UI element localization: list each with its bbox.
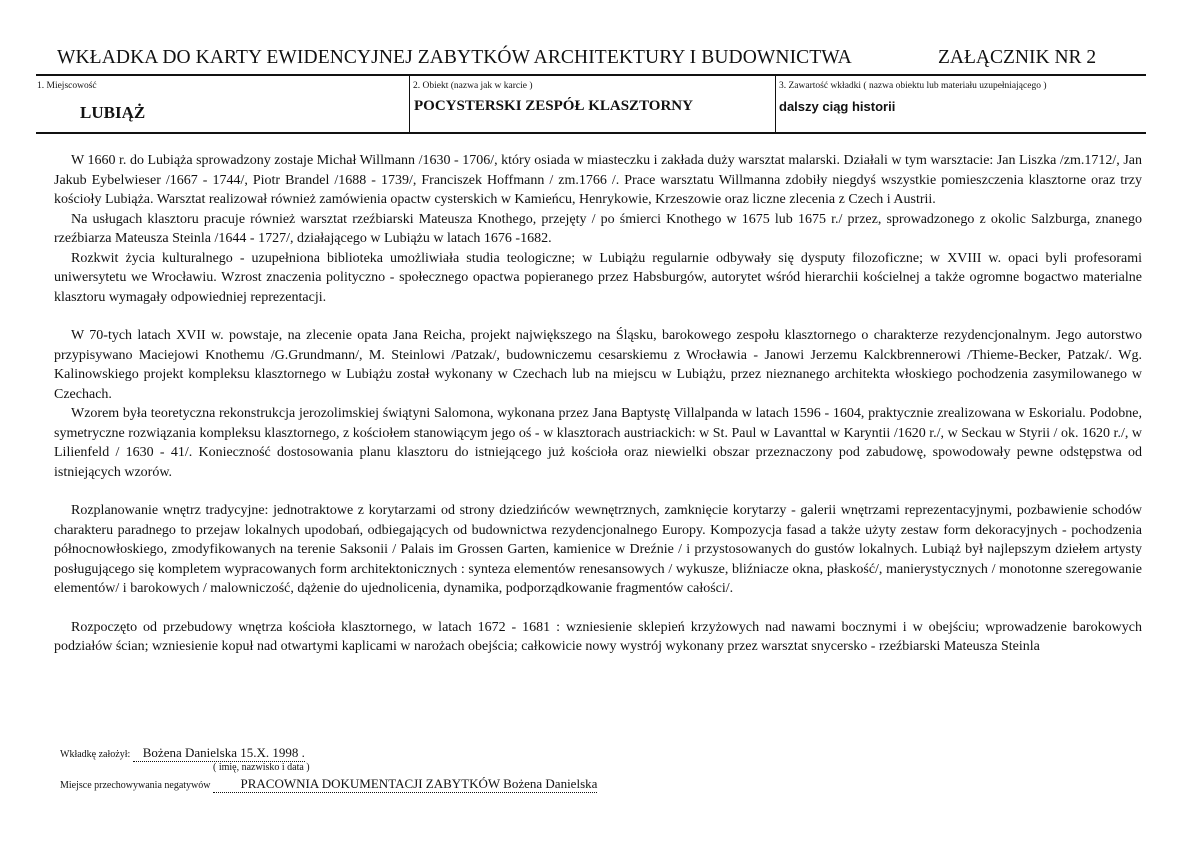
locality-label: 1. Miejscowość — [37, 81, 97, 91]
card-title: WKŁADKA DO KARTY EWIDENCYJNEJ ZABYTKÓW ARCHITEKTURY I BUDOWNICTWA — [57, 47, 852, 68]
founded-value: Bożena Danielska 15.X. 1998 . — [142, 745, 305, 760]
insert-founded-by — [60, 745, 305, 762]
storage-label: Miejsce przechowywania negatywów — [60, 780, 211, 791]
paragraph: W 70-tych latach XVII w. powstaje, na zlecenie opata Jana Reicha, projekt największego na Śląsku, barokowego zespołu klasztornego o charakterze rezydencjonalnym. Jego autorstwo przypisywano Maciejowi Knothemu /G.Grundmann/, M. Steinlowi /Patzak/, budowniczemu cesarskiemu z Wrocławia - Janowi Jerzemu Kalckbrennerowi /Thieme-Becker, Patzak/. Wg. Kalinowskiego projekt kompleksu klasztornego w Lubiążu został wykonany w Czechach lub na miejscu w Lubiążu, przez nieznanego architekta włoskiego pochodzenia zasymilowanego w Czechach. — [54, 328, 1142, 402]
locality-value: LUBIĄŻ — [80, 103, 146, 122]
founded-note: ( imię, nazwisko i data ) — [213, 762, 310, 773]
negatives-storage — [60, 776, 597, 793]
object-value: POCYSTERSKI ZESPÓŁ KLASZTORNY — [414, 98, 693, 114]
insert-content-label: 3. Zawartość wkładki ( nazwa obiektu lub materiału uzupełniającego ) — [779, 81, 1047, 91]
paragraph: Wzorem była teoretyczna rekonstrukcja jerozolimskiej świątyni Salomona, wykonana przez Jana Baptystę Villalpanda w latach 1596 - 1604, praktycznie zrealizowana w Eskorialu. Podobne, symetryczne rozwiązania kompleksu klasztornego, z kościołem stanowiącym jego oś - w klasztorach austriackich: w St. Paul w Lavanttal w Karyntii /1620 r./, w Seckau w Styrii / ok. 1620 r./, w Lilienfeld / 1630 - 41/. Konieczność dostosowania planu klasztoru do istniejącego już kościoła oraz niewielki obszar przeznaczony pod zabudowę, spowodowały pewne odstępstwa od istniejących wzorów. — [54, 406, 1142, 480]
object-cell — [409, 76, 776, 132]
storage-dotted-line — [213, 776, 597, 793]
founded-dotted-line — [133, 745, 305, 762]
insert-content-cell — [775, 76, 1147, 132]
storage-value: PRACOWNIA DOKUMENTACJI ZABYTKÓW Bożena Danielska — [240, 776, 598, 791]
locality-cell — [36, 76, 409, 132]
object-label: 2. Obiekt (nazwa jak w karcie ) — [413, 81, 533, 91]
header-table — [36, 74, 1146, 134]
history-text — [54, 151, 1142, 657]
paragraph: Rozplanowanie wnętrz tradycyjne: jednotraktowe z korytarzami od strony dziedzińców wewnętrznych, zamknięcie korytarzy - galerii wnętrzami reprezentacyjnymi, pozbawienie schodów charakteru paradnego to przejaw lokalnych upodobań, odbiegających od budownictwa rezydencjonalnego Europy. Kompozycja fasad a także użyty zestaw form dekoracyjnych - pochodzenia północnowłoskiego, zmodyfikowanych na terenie Saksonii / Palais im Grossen Garten, kamienice w Dreźnie / i przystosowanych do gustów lokalnych. Lubiąż był najlepszym dziełem artysty posługującego się kompletem wypracowanych form architektonicznych : synteza elementów renesansowych / wykusze, bliźniacze okna, płaskość/, manierystycznych / monotonne szeregowanie elementów/ i barokowych / malowniczość, dążenie do ujednolicenia, dynamika, podporządkowanie fragmentów całości/. — [54, 503, 1142, 596]
founded-label: Wkładkę założył: — [60, 749, 131, 760]
insert-content-value: dalszy ciąg historii — [779, 99, 896, 114]
paragraph: W 1660 r. do Lubiąża sprowadzony zostaje Michał Willmann /1630 - 1706/, który osiada w miasteczku i zakłada duży warsztat malarski. Działali w tym warsztacie: Jan Liszka /zm.1712/, Jan Jakub Eybelwieser /1667 - 1744/, Piotr Brandel /1688 - 1739/, Franciszek Hoffmann / zm.1766 /. Prace warsztatu Willmanna zdobiły niegdyś wszystkie pomieszczenia klasztorne oraz trzy kościoły Lubiąża. Warsztat realizował również zamówienia opactw cysterskich w Kamieńcu, Henrykowie, Krzeszowie oraz liczne zlecenia z Czech i Austrii. — [54, 153, 1142, 207]
paragraph: Rozpoczęto od przebudowy wnętrza kościoła klasztornego, w latach 1672 - 1681 : wzniesienie sklepień krzyżowych nad nawami bocznymi i w obejściu; wprowadzenie barokowych podziałów ścian; wzniesienie kopuł nad otwartymi kaplicami w narożach obejścia; całkowicie nowy wystrój wykonany przez warsztat snycersko - rzeźbiarski Mateusza Steinla — [54, 619, 1142, 654]
paragraph: Rozkwit życia kulturalnego - uzupełniona biblioteka umożliwiała studia teologiczne; w Lubiążu regularnie odbywały się dysputy filozoficzne; w XVIII w. opaci byli profesorami uniwersytetu we Wrocławiu. Wzrost znaczenia polityczno - społecznego opactwa popieranego przez Habsburgów, autorytet wśród hierarchii kościelnej a także ogromne bogactwo materialne klasztoru wymagały odpowiedniej reprezentacji. — [54, 250, 1142, 305]
attachment-number: ZAŁĄCZNIK NR 2 — [938, 47, 1097, 68]
paragraph: Na usługach klasztoru pracuje również warsztat rzeźbiarski Mateusza Knothego, przejęty / po śmierci Knothego w 1675 lub 1675 r./ przez, sprowadzonego z okolic Salzburga, znanego rzeźbiarza Mateusza Steinla /1644 - 1727/, działającego w Lubiążu w latach 1676 -1682. — [54, 211, 1142, 246]
